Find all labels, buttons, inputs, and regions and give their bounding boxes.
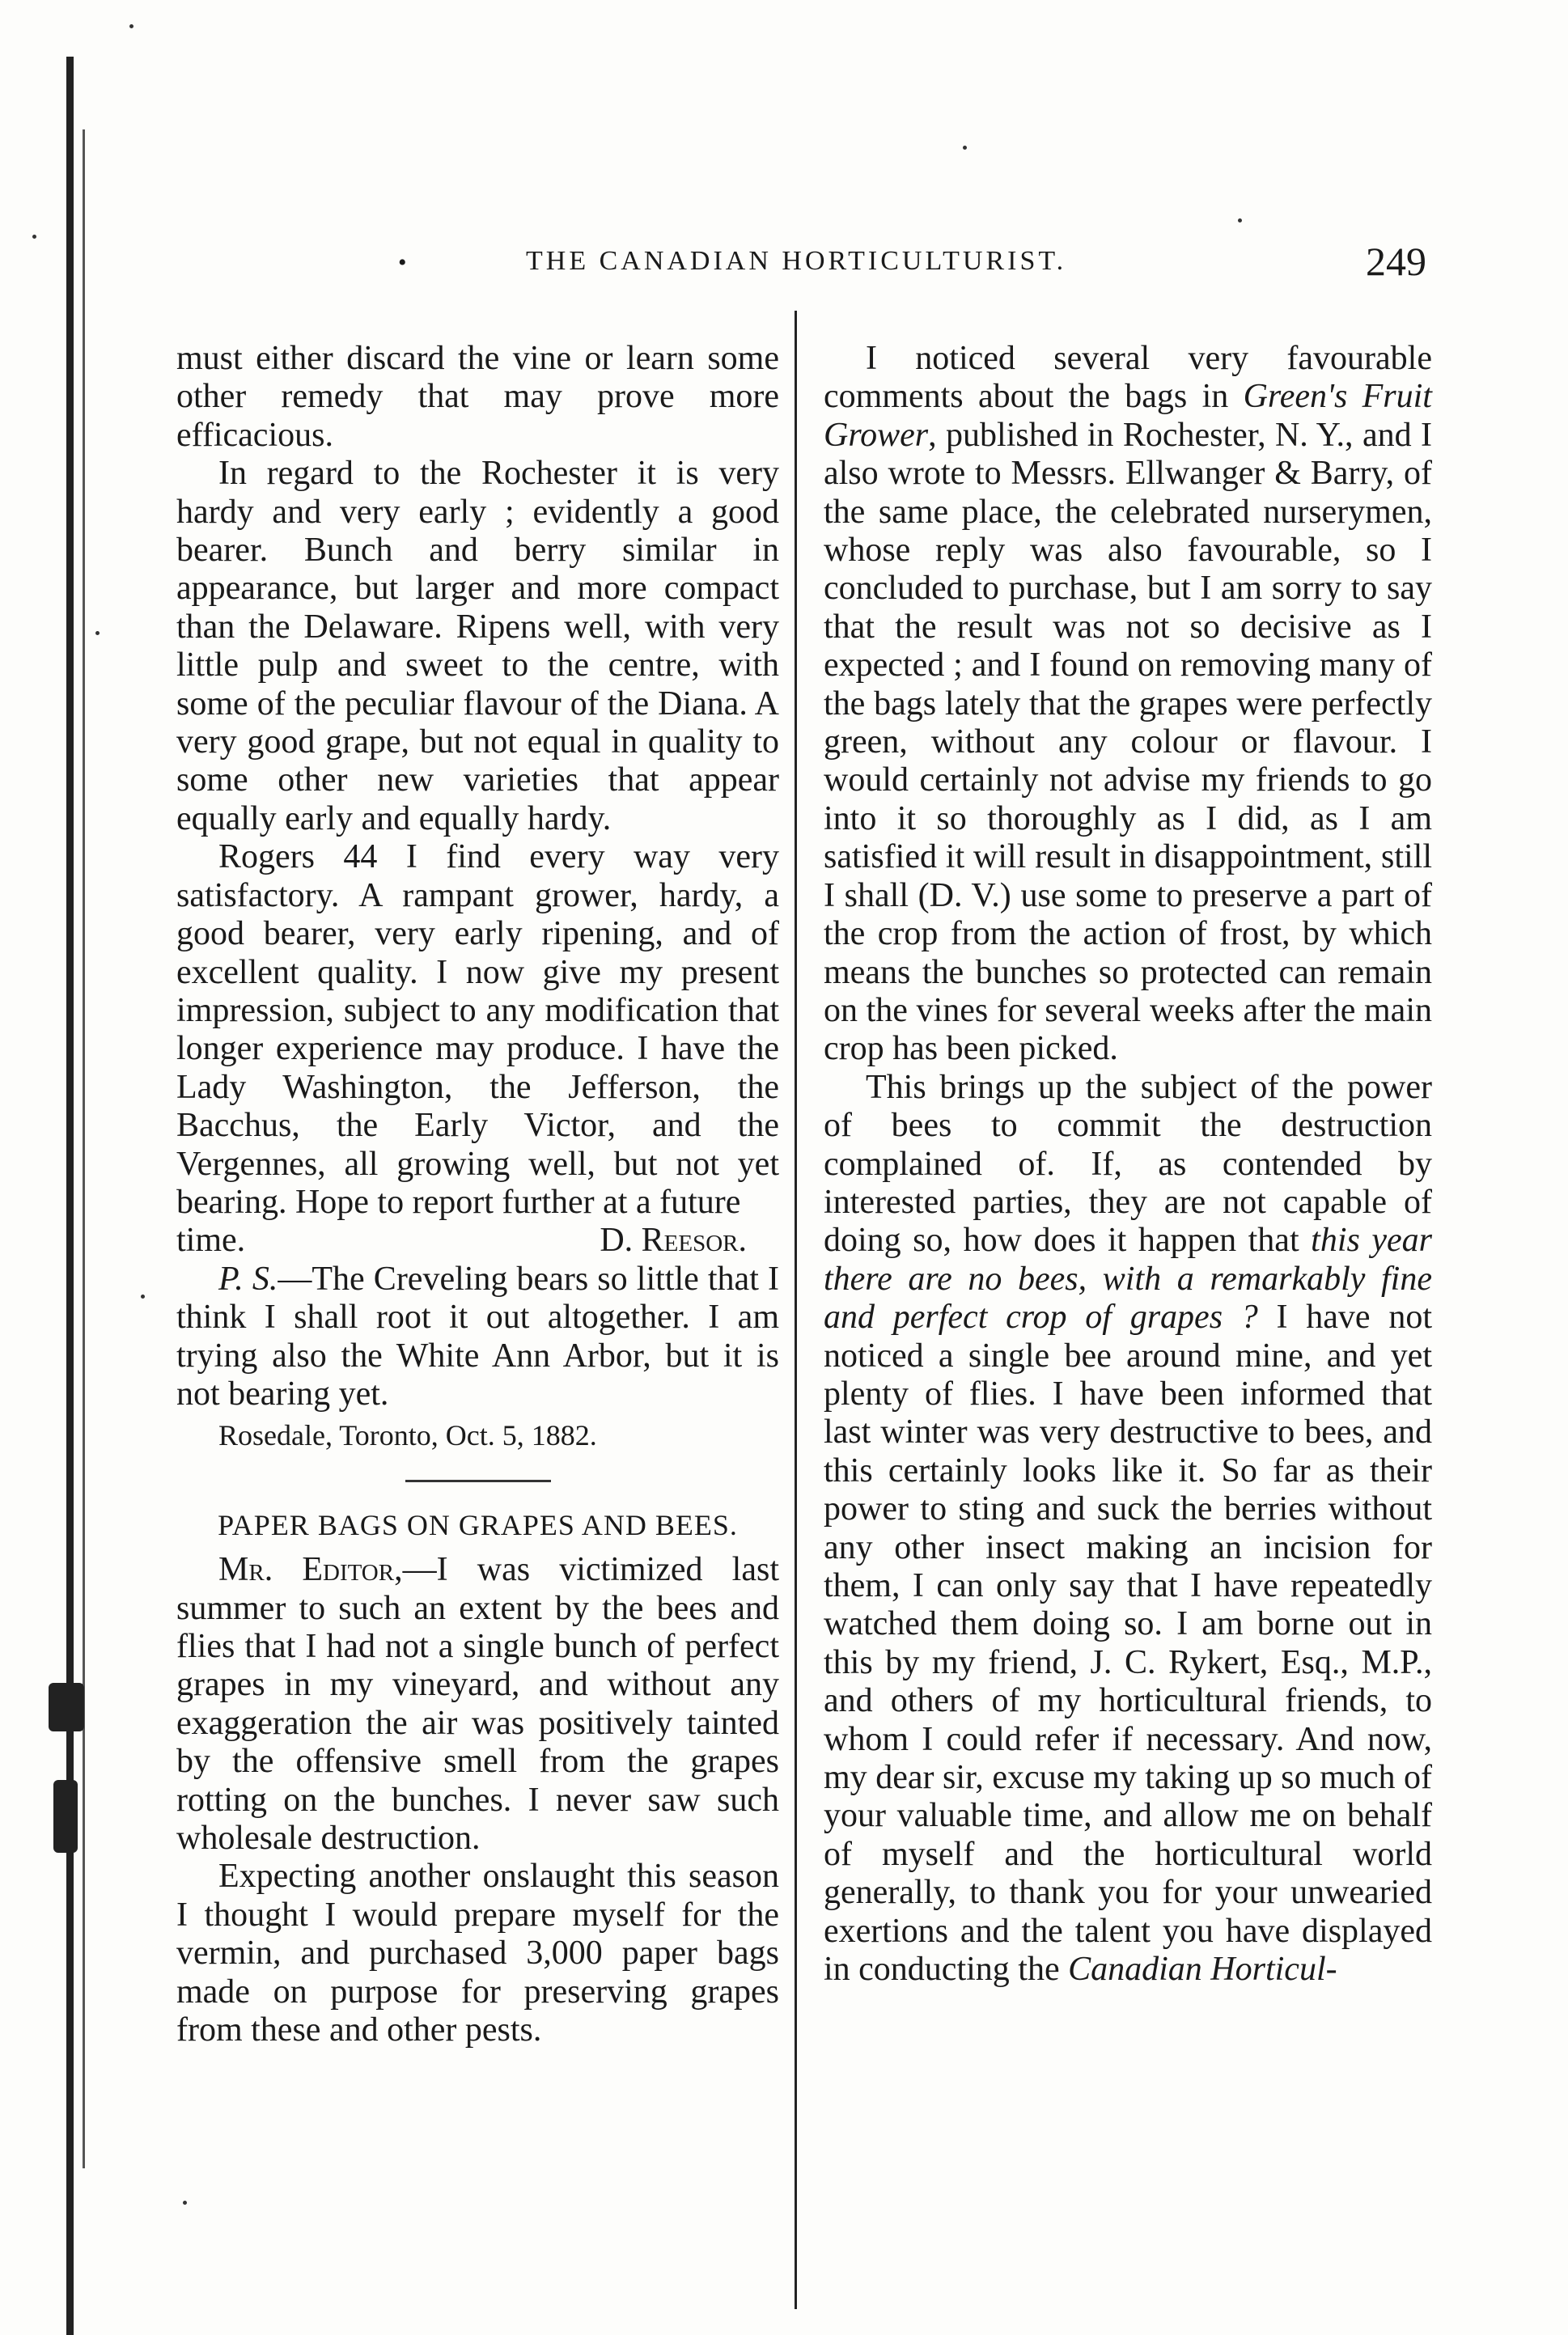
paragraph-end: time. [176,1222,246,1260]
paragraph: Rogers 44 I find every way very satisfactory. A rampant grower, hardy, a good bearer, very early ripening, and of excellent quality. I now give my present impression, subject to any modification that longer experience may produce. I have the Lady Washington, the Jefferson, the Bacchus, the Early Victor, and the Vergennes, all growing well, but not yet bearing. Hope to report further at a future [176,838,779,1221]
signature: D. Reesor. [600,1222,747,1260]
signature-line [176,1222,779,1260]
right-column [824,340,1432,1989]
binding-edge [66,57,74,2335]
text: I noticed several very favourable comments about the bags in [824,340,1432,416]
header-mark: • [398,249,407,276]
paragraph: must either discard the vine or learn some other remedy that may prove more efficacious. [176,340,779,454]
speck [32,235,36,239]
speck [963,146,967,150]
speck [95,631,100,635]
journal-name: Canadian Horticul- [1068,1951,1337,1989]
ps-label: P. S. [218,1260,278,1298]
speck [129,24,133,28]
text: I have not noticed a single bee around mine, and yet plenty of flies. I have been informed that last winter was very destructive to bees, and this certainly looks like it. So far as their power to sting and suck the berries without any other insect making an incision for them, I can only say that I have repeatedly watched them doing so. I am borne out in this by my friend, J. C. Rykert, Esq., M.P., and others of my horticultural friends, to whom I could refer if necessary. And now, my dear sir, excuse my taking up so much of your valuable time, and allow me on behalf of myself and the horticultural world generally, to thank you for your unwearied exertions and the talent you have displayed in conducting the [824,1299,1432,1989]
publication-title: Green's Fruit Grower [824,378,1432,454]
paragraph [824,340,1432,1069]
journal-title: THE CANADIAN HORTICULTURIST. [526,246,1067,276]
ps-text: —The Creveling bears so little that I think I shall root it out altogether. I am trying also the White Ann Arbor, but it is not bearing yet. [176,1260,779,1413]
ink-blot [53,1780,78,1853]
place-date: Rosedale, Toronto, Oct. 5, 1882. [218,1419,597,1452]
letter-opening [176,1551,779,1858]
paragraph: In regard to the Rochester it is very hardy and very early ; evidently a good bearer. Bunch and berry similar in appearance, but larger and more compact than the Delaware. Ripens well, with very little pulp and sweet to the centre, with some of the peculiar flavour of the Diana. A very good grape, but not equal in quality to some other new varieties that appear equally early and equally hardy. [176,455,779,837]
ink-blot [49,1683,84,1731]
section-rule [405,1480,551,1482]
paragraph: Expecting another onslaught this season I thought I would prepare myself for the vermin, and purchased 3,000 paper bags made on purpose for preserving grapes from these and other pests. [176,1858,779,2049]
section-title: PAPER BAGS ON GRAPES AND BEES. [218,1508,738,1541]
postscript [176,1261,779,1414]
speck [141,1295,145,1299]
running-header [0,241,1568,290]
paragraph [824,1069,1432,1990]
salutation: Mr. Editor, [218,1551,403,1589]
page-number: 249 [1366,239,1426,284]
emphasis: this year there are no bees, with a remarkably fine and perfect crop of grapes ? [824,1222,1432,1337]
text: This brings up the subject of the power of bees to commit the destruction complained of. If, as contended by interested parties, they are not capable of doing so, how does it happen that [824,1068,1432,1260]
speck [1238,218,1242,222]
binding-shadow [83,129,85,2168]
text: , published in Rochester, N. Y., and I also wrote to Messrs. Ellwanger & Barry, of the same place, the celebrated nurserymen, whose reply was also favourable, so I concluded to purchase, but I am sorry to say that the result was not so decisive as I expected ; and I found on removing many of the bags lately that the grapes were perfectly green, without any colour or flavour. I would certainly not advise my friends to go into it so thoroughly as I did, as I am satisfied it will result in disappointment, still I shall (D. V.) use some to preserve a part of the crop from the action of frost, by which means the bunches so protected can remain on the vines for several weeks after the main crop has been picked. [824,416,1432,1068]
column-divider [795,311,797,2309]
left-column [176,340,779,2049]
paragraph-text: —I was victimized last summer to such an extent by the bees and flies that I had not a single bunch of perfect grapes in my vineyard, and without any exaggeration the air was positively tainted by the offensive smell from the grapes rotting on the bunches. I never saw such wholesale destruction. [176,1551,779,1858]
speck [183,2201,187,2205]
